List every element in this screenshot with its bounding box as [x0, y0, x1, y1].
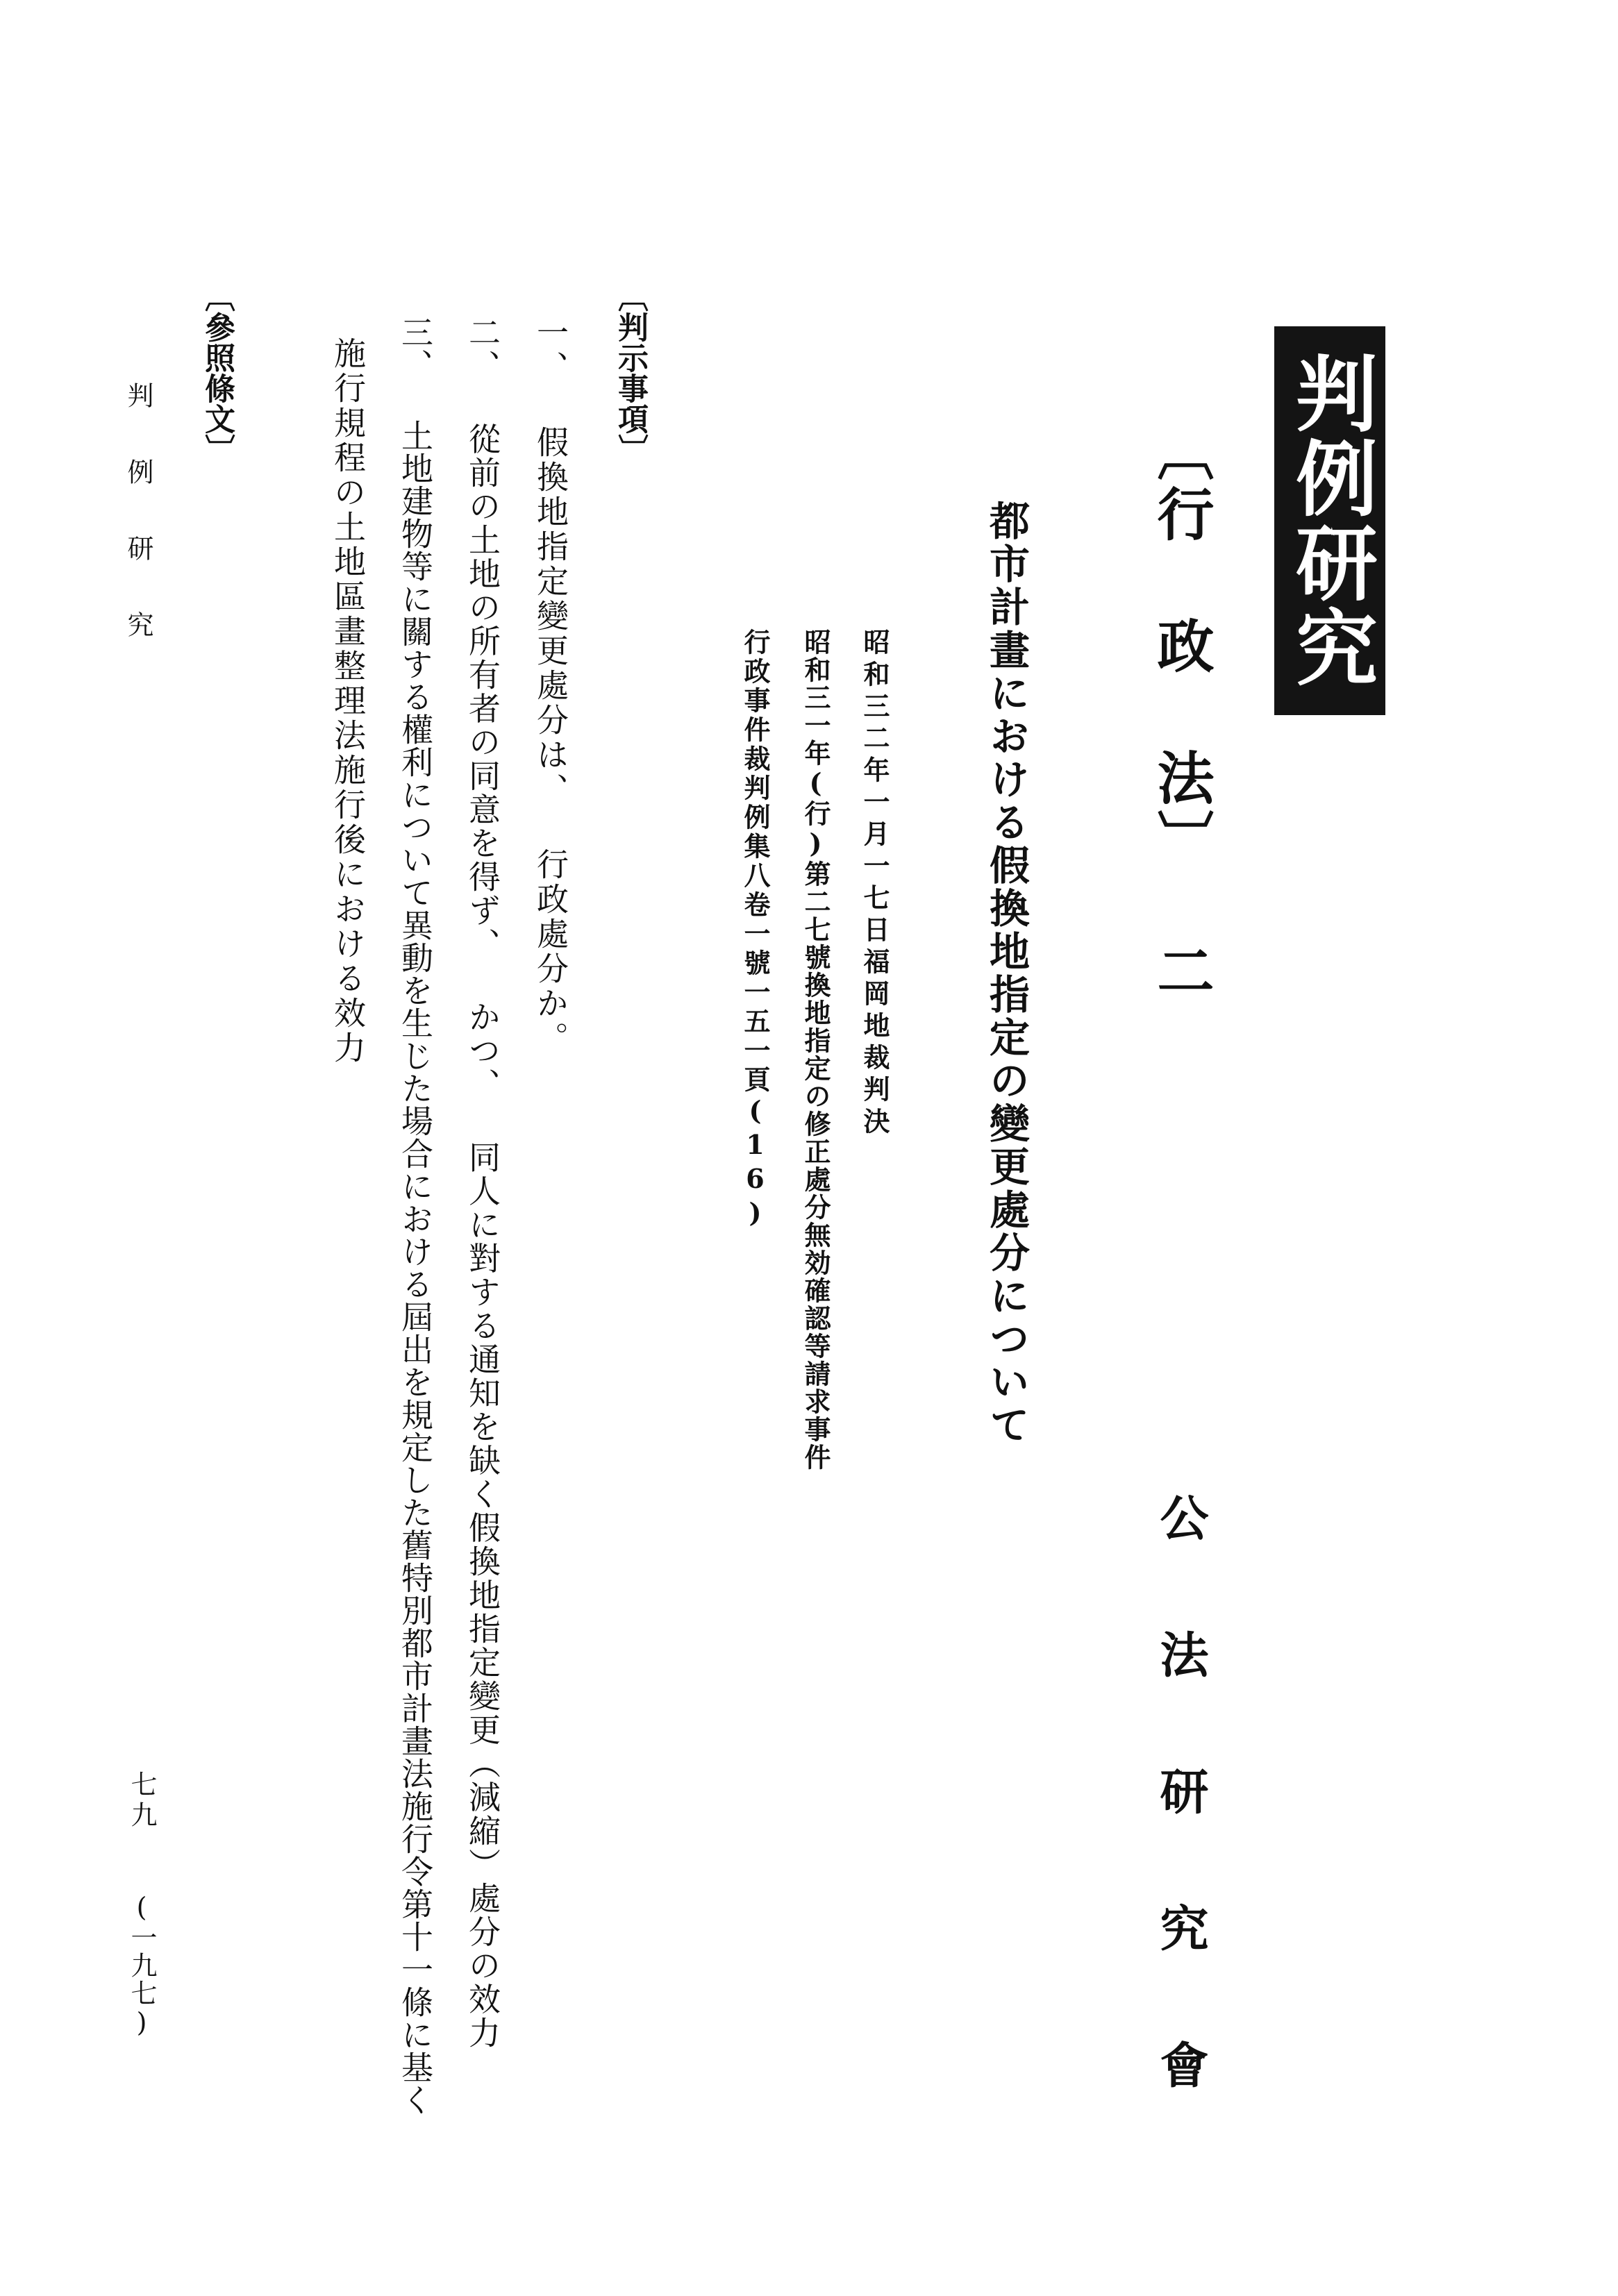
holding-item-1: 一、 假換地指定變更處分は、 行政處分か。 [532, 316, 569, 1056]
holding-item-3-continued: 施行規程の土地區畫整理法施行後における效力 [329, 337, 367, 1066]
holding-item-3: 三、 土地建物等に關する權利について異動を生じた場合における屆出を規定した舊特別都市計畫法施行令第十一條に基く [397, 316, 434, 2116]
article-title: 都市計畫における假換地指定の變更處分について [983, 500, 1030, 1447]
page-number-total: (一九七) [126, 1892, 157, 2039]
author: 公 法 研 究 會 [1152, 1493, 1210, 2104]
category-heading: 〔行 政 法〕 二 [1148, 424, 1215, 1003]
journal-running-title: 判 例 研 究 [123, 382, 153, 647]
case-number: 昭和三一年(行)第二七號換地指定の修正處分無効確認等請求事件 [800, 628, 831, 1471]
case-date: 昭和三二年一月一七日福岡地裁判決 [859, 628, 890, 1139]
references-heading: 〔參照條文〕 [199, 281, 235, 464]
series-banner-text: 判例研究 [1282, 351, 1378, 690]
holding-item-2: 二、 從前の土地の所有者の同意を得ず、 かつ、 同人に對する通知を缺く假換地指定變更（減縮）處分の效力 [464, 316, 501, 2050]
series-banner [1274, 326, 1385, 715]
page-number-local: 七九 [126, 1770, 157, 1832]
holdings-heading: 〔判示事項〕 [612, 281, 648, 464]
case-reporter: 行政事件裁判例集八卷一號一五一頁(16) [740, 628, 771, 1231]
